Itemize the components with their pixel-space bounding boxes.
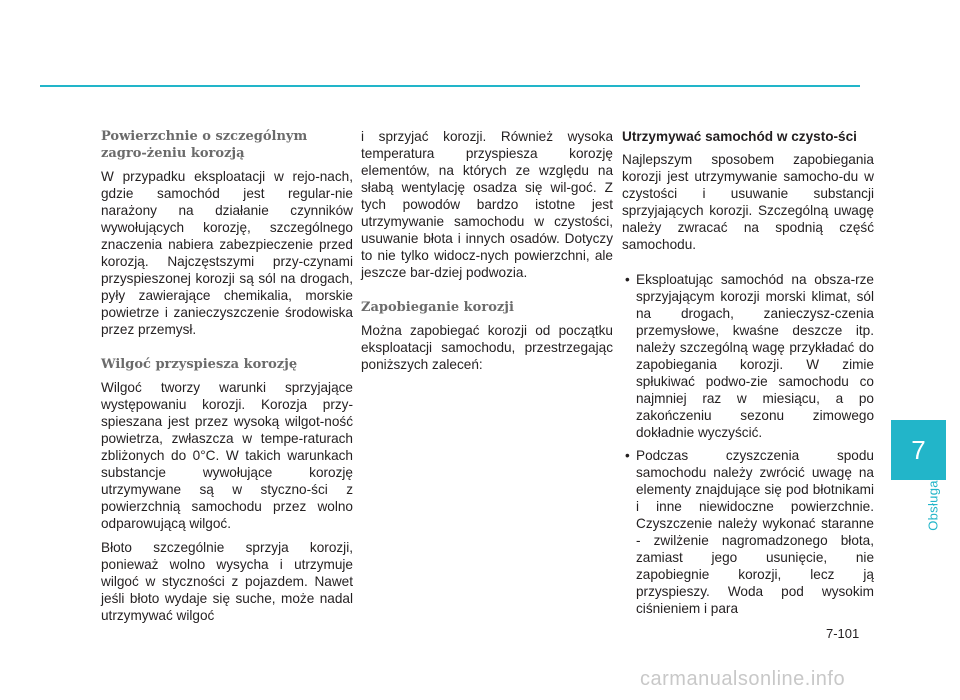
- paragraph-surfaces: W przypadku eksploatacji w rejo-nach, gdzie samochód jest regular-nie narażony na działanie czynników wywołujących korozję, szczególnego znaczenia nabiera zabezpieczenie przed korozją. Najczęstszymi przy-czynami przyspieszonej korozji są sól na drogach, pyły zawierające chemikalia, morskie powietrze i zanieczyszczenie środowiska przez przemysł.: [101, 169, 353, 337]
- header-rule: [40, 85, 860, 87]
- list-item: • Podczas czyszczenia spodu samochodu należy zwrócić uwagę na elementy znajdujące się pod błotnikami i inne niewidoczne powierzchnie. Czyszczenie należy wykonać staranne - zwilżenie nagromadzonego błota, zamiast jego usunięcie, nie zapobiegnie korozji, lecz ją przyspieszy. Woda pod wysokim ciśnieniem i para: [622, 447, 874, 617]
- list-item: • Eksploatując samochód na obsza-rze sprzyjającym korozji morski klimat, sól na drogach, zanieczysz-czenia przemysłowe, kwaśne deszcze itp. należy szczególną wagę przykładać do zapobiegania korozji. W zimie spłukiwać podwo-zie samochodu co najmniej raz w miesiącu, a po zakończeniu sezonu zimowego dokładnie wyczyścić.: [622, 271, 874, 441]
- section-heading-surfaces: Powierzchnie o szczególnym zagro-żeniu korozją: [101, 129, 308, 161]
- paragraph-moisture: Wilgoć tworzy warunki sprzyjające występowaniu korozji. Korozja przy-spieszana jest przez wysoką wilgot-ność powietrza, zwłaszcza w tempe-raturach zbliżonych do 0°C. W takich warunkach substancje wywołujące korozję utrzymywane są w styczno-ści z powierzchnią samochodu przez wolno odparowującą wilgoć.: [101, 380, 353, 531]
- paragraph-mud: Błoto szczególnie sprzyja korozji, ponieważ wolno wysycha i utrzymuje wilgoć w styczności z pojazdem. Nawet jeśli błoto wydaje się suche, może nadal utrzymywać wilgoć: [101, 540, 353, 623]
- bullet-list: [622, 271, 874, 617]
- subheading-keep-clean: Utrzymywać samochód w czysto-ści: [622, 129, 857, 144]
- column-right: [622, 128, 874, 623]
- chapter-tab: 7: [891, 420, 946, 480]
- paragraph-keep-clean: Najlepszym sposobem zapobiegania korozji jest utrzymywanie samocho-du w czystości i usuwanie substancji sprzyjających korozji. Szczególną uwagę należy zwracać na spodnią część samochodu.: [622, 152, 874, 252]
- paragraph-continuation: i sprzyjać korozji. Również wysoka temperatura przyspiesza korozję elementów, na których ze względu na słabą wentylację osadza się wil-goć. Z tych powodów bardzo istotne jest utrzymywanie samochodu w czystości, usuwanie błota i innych osadów. Dotyczy to nie tylko widocz-nych powierzchni, ale jeszcze bar-dziej podwozia.: [361, 129, 613, 280]
- page-number: 7-101: [826, 626, 860, 641]
- chapter-label-text: Obsługa: [925, 480, 941, 531]
- column-left: [101, 128, 353, 631]
- section-heading-moisture: Wilgoć przyspiesza korozję: [101, 357, 298, 372]
- column-middle: [361, 128, 613, 380]
- watermark: carmanualsonline.info: [640, 668, 846, 690]
- paragraph-prevention: Można zapobiegać korozji od początku eksploatacji samochodu, przestrzegając poniższych zaleceń:: [361, 323, 613, 372]
- section-heading-prevention: Zapobieganie korozji: [361, 300, 514, 315]
